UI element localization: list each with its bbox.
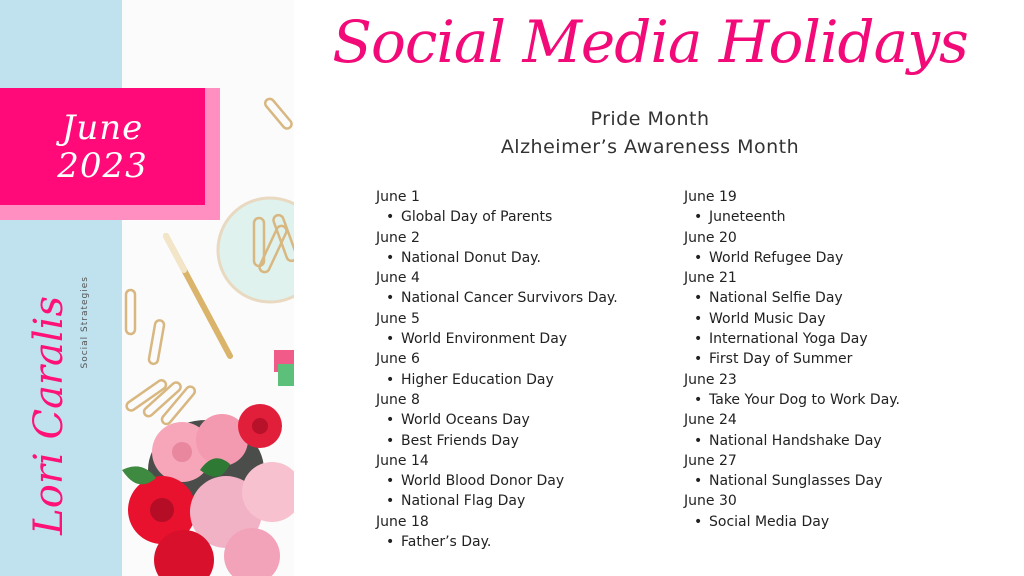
brand-logo — [22, 276, 92, 535]
date-year: 2023 — [57, 145, 148, 186]
holiday-date: June 21 — [684, 270, 737, 287]
holiday-date: June 5 — [376, 310, 420, 327]
holiday-item — [684, 329, 984, 349]
flatlay-photo — [122, 0, 294, 576]
holiday-date: June 1 — [376, 189, 420, 205]
holiday-item-label: National Donut Day. — [401, 249, 541, 266]
holiday-item-label: World Oceans Day — [401, 412, 530, 429]
holiday-item-label: Juneteenth — [709, 209, 786, 226]
date-card — [0, 88, 205, 205]
holiday-date: June 23 — [684, 371, 737, 388]
holiday-date: June 27 — [684, 452, 737, 469]
holiday-item — [376, 491, 676, 511]
holiday-item-label: World Blood Donor Day — [401, 473, 565, 490]
holiday-item-label: National Flag Day — [401, 493, 526, 510]
subtitle-pride-month: Pride Month — [590, 108, 710, 130]
holiday-date: June 19 — [684, 189, 737, 205]
holiday-item-label: National Sunglasses Day — [709, 473, 883, 490]
holiday-item-label: Take Your Dog to Work Day. — [709, 391, 901, 408]
holiday-item — [376, 431, 676, 451]
holiday-item-label: Best Friends Day — [401, 432, 519, 449]
holiday-item-label: Father’s Day. — [401, 534, 492, 551]
holiday-date: June 18 — [376, 513, 429, 530]
holiday-item — [376, 370, 676, 390]
holiday-date: June 20 — [684, 229, 737, 246]
holiday-item — [684, 207, 984, 227]
holiday-item — [376, 248, 676, 268]
holiday-date: June 6 — [376, 351, 420, 368]
holiday-item — [376, 207, 676, 227]
holiday-date: June 2 — [376, 229, 420, 246]
brand-tagline: Social Strategies — [80, 276, 90, 369]
holiday-date: June 30 — [684, 493, 737, 510]
flatlay-illustration — [122, 0, 294, 576]
brand-name: Lori Caralis — [26, 296, 72, 535]
holiday-date: June 4 — [376, 270, 420, 287]
holiday-item-label: World Music Day — [709, 310, 826, 327]
holiday-item — [684, 349, 984, 369]
holiday-item — [684, 309, 984, 329]
subtitle-alzheimers-month: Alzheimer’s Awareness Month — [500, 136, 800, 158]
holiday-item — [376, 288, 676, 308]
holiday-item-label: World Environment Day — [401, 331, 568, 348]
holiday-item-label: National Handshake Day — [709, 432, 882, 449]
holiday-date: June 14 — [376, 452, 429, 469]
holiday-item-label: National Selfie Day — [709, 290, 843, 307]
holiday-item — [684, 471, 984, 491]
holiday-date: June 24 — [684, 412, 737, 429]
holiday-item — [684, 248, 984, 268]
holiday-item — [376, 471, 676, 491]
holiday-item — [684, 431, 984, 451]
holiday-item — [684, 512, 984, 532]
holiday-item-label: First Day of Summer — [709, 351, 853, 368]
holiday-list-left — [376, 187, 676, 552]
holiday-item — [376, 329, 676, 349]
page-title: Social Media Holidays — [332, 8, 968, 76]
holiday-list-right — [684, 187, 984, 532]
holiday-date: June 8 — [376, 391, 420, 408]
holiday-item — [684, 390, 984, 410]
holiday-item — [684, 288, 984, 308]
holiday-item-label: National Cancer Survivors Day. — [401, 290, 618, 307]
holiday-item-label: World Refugee Day — [709, 249, 844, 266]
holiday-item-label: Global Day of Parents — [401, 209, 553, 226]
holiday-item — [376, 410, 676, 430]
date-month: June — [61, 107, 144, 148]
holiday-item-label: International Yoga Day — [709, 331, 868, 348]
holiday-item-label: Social Media Day — [709, 513, 830, 530]
holiday-item-label: Higher Education Day — [401, 371, 554, 388]
holiday-item — [376, 532, 676, 552]
